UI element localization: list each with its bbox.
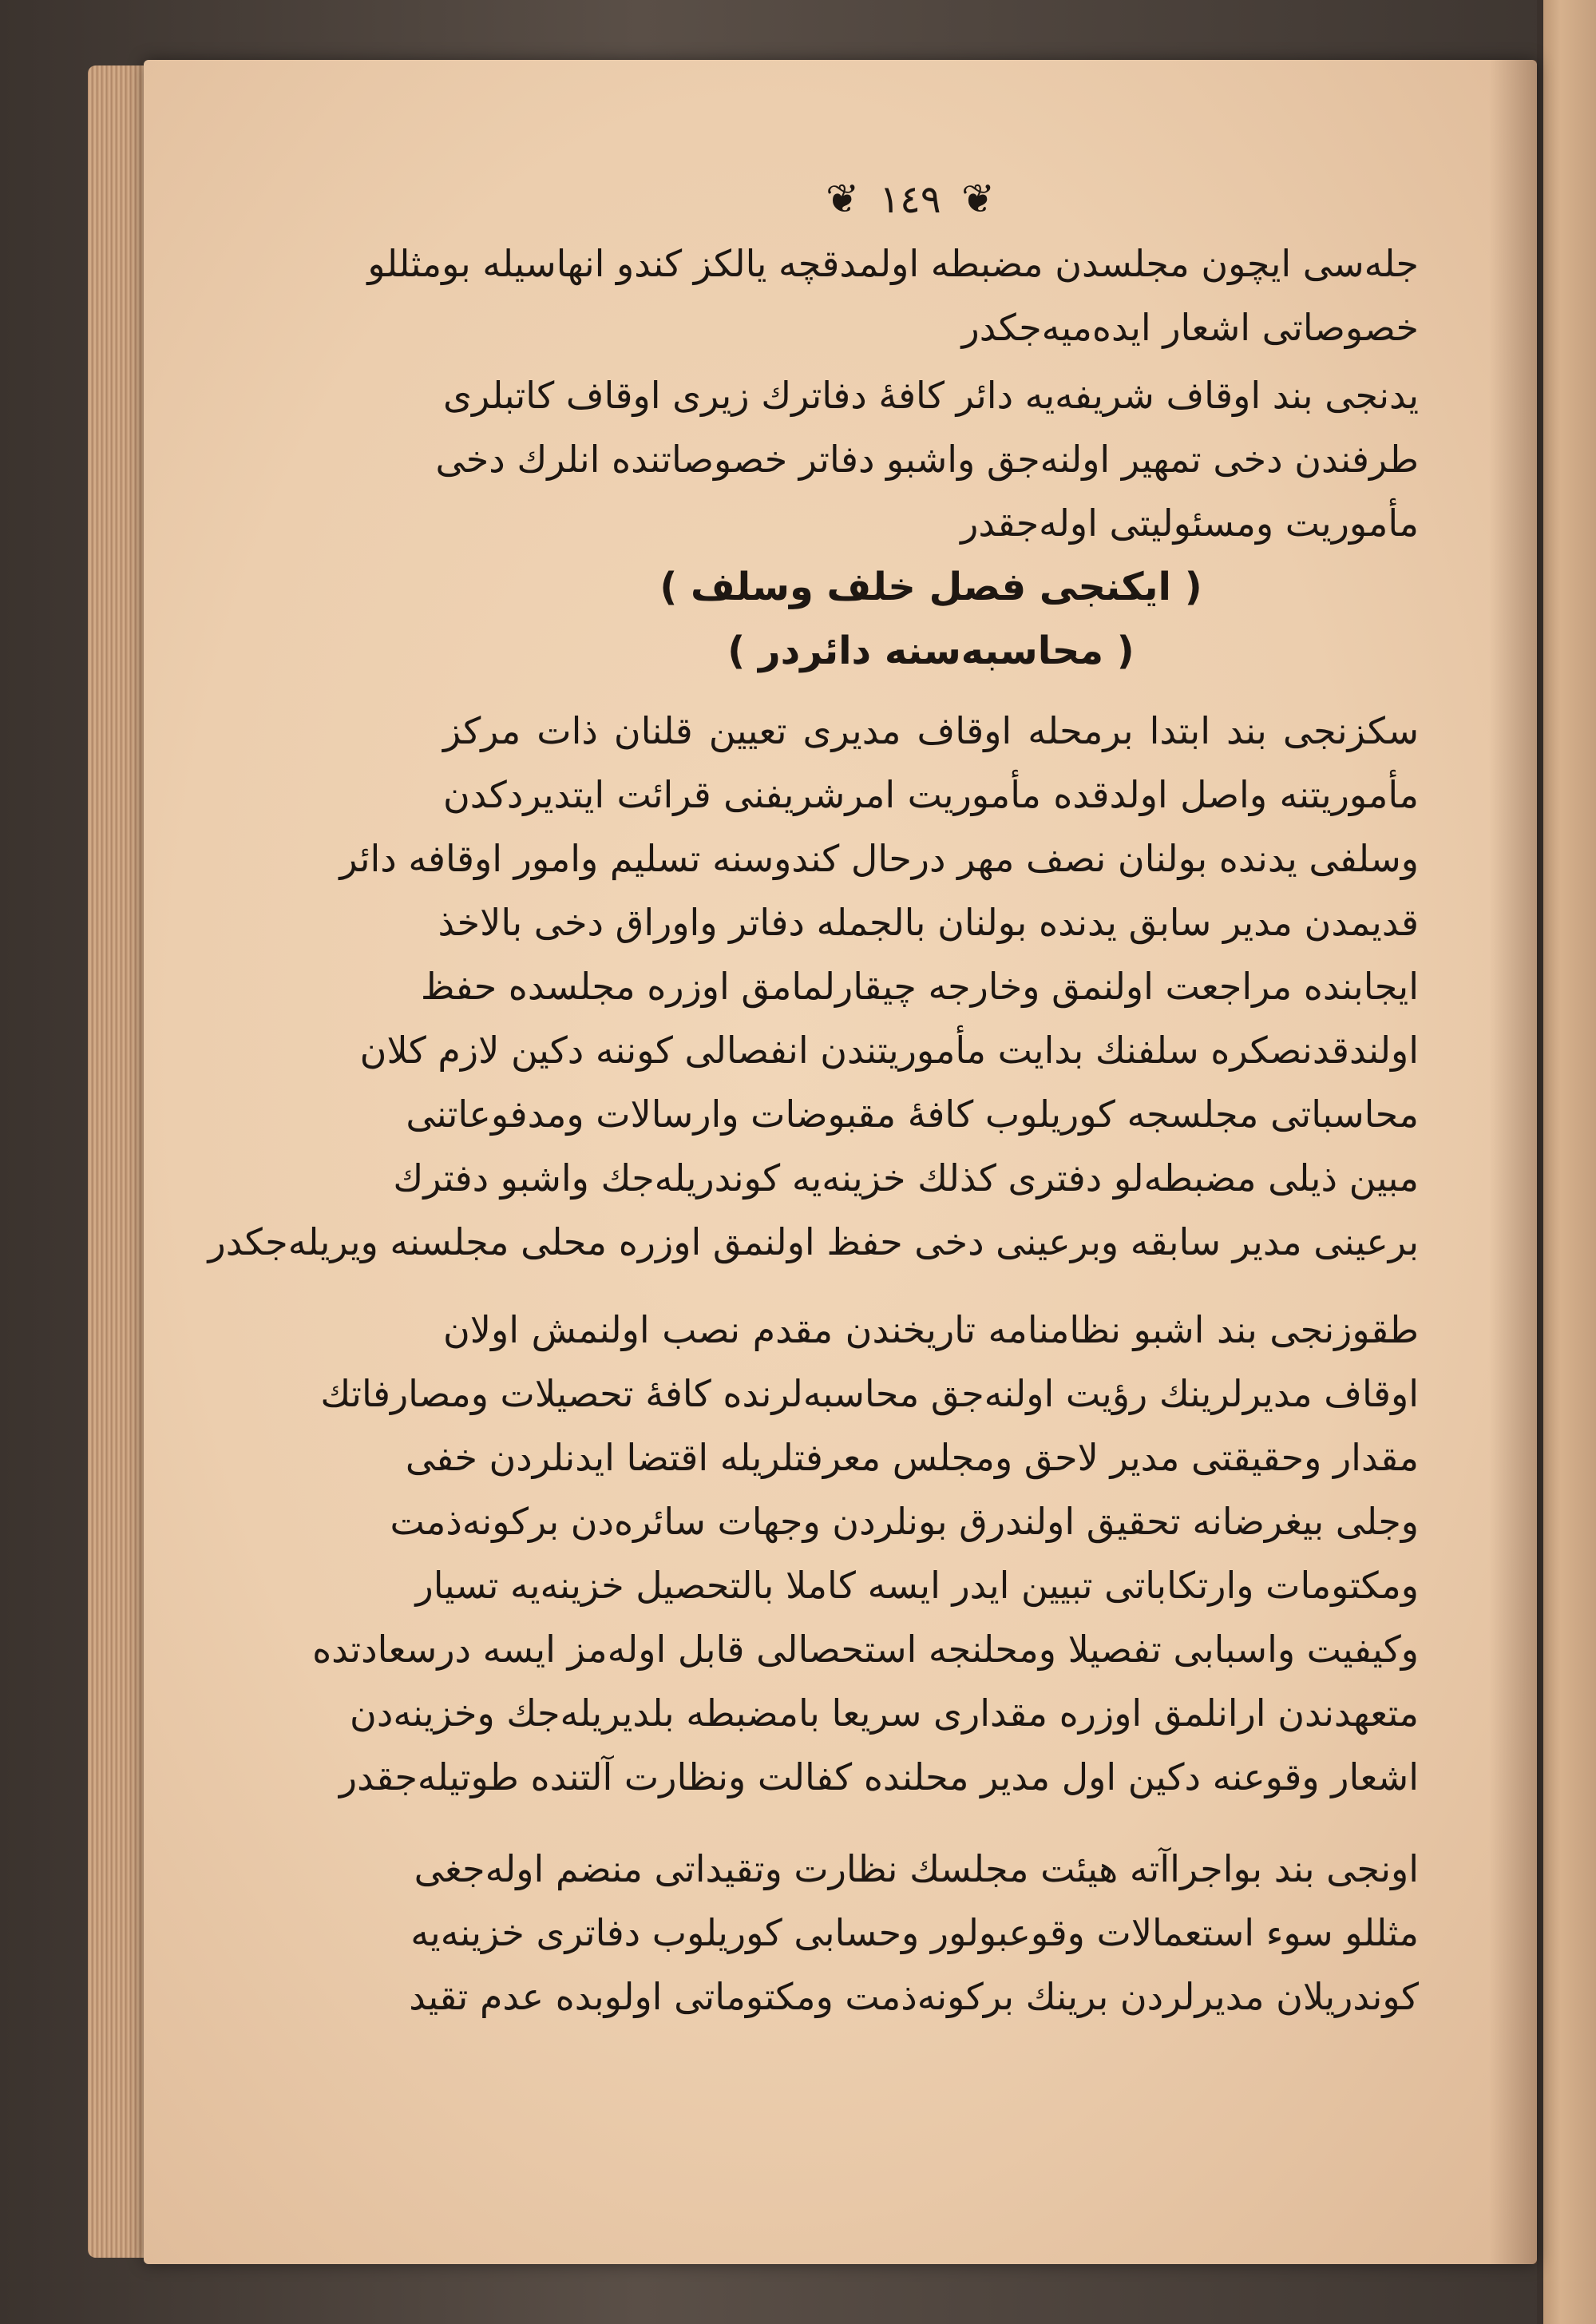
- text-line: برعینی مدیر سابقە وبرعینی دخی حفظ اولنمق اوزرە محلی مجلسنە ویریلەجکدر: [208, 1220, 1419, 1263]
- text-line: قدیمدن مدیر سابق یدندە بولنان بالجملە دفاتر واوراق دخی بالاخذ: [438, 901, 1419, 944]
- page-number: ١٤٩: [879, 177, 941, 222]
- text-line: جلەسی ایچون مجلسدن مضبطە اولمدقچە یالکز کندو انهاسیلە بومثللو: [367, 242, 1419, 285]
- text-line: اشعار وقوعنە دکین اول مدیر محلندە کفالت ونظارت آلتندە طوتیلەجقدر: [339, 1755, 1419, 1799]
- text-line: خصوصاتی اشعار ایدەمیەجکدر: [961, 306, 1419, 349]
- text-line: مثللو سوء استعمالات وقوعبولور وحسابی کوریلوب دفاتری خزینەیە: [410, 1911, 1419, 1954]
- ornament-right-icon: ❦: [826, 176, 860, 222]
- page-number-header: [798, 176, 1022, 232]
- text-line: طرفندن دخی تمهیر اولنەجق واشبو دفاتر خصوصاتندە انلرك دخی: [435, 438, 1419, 481]
- text-line: کوندریلان مدیرلردن برینك برکونەذمت ومکتوماتی اولوبدە عدم تقید: [409, 1975, 1419, 2018]
- text-line: محاسباتی مجلسجە کوریلوب کافۀ مقبوضات وارسالات ومدفوعاتنی: [406, 1093, 1419, 1136]
- text-line: وسلفی یدندە بولنان نصف مهر درحال کندوسنە تسلیم وامور اوقافە دائر: [339, 837, 1419, 880]
- page-stack-edge: [88, 65, 152, 2258]
- text-line: اولندقدنصکرە سلفنك بدایت مأموریتندن انفصالی کوننە دکین لازم کلان: [359, 1029, 1419, 1072]
- binding-shadow: [1537, 0, 1543, 2324]
- text-line: مأموریت ومسئولیتی اولەجقدر: [960, 502, 1419, 545]
- facing-page-edge: [1537, 0, 1596, 2324]
- text-line: اونجی بند بواجراآتە هیئت مجلسك نظارت وتقیداتی منضم اولەجغی: [414, 1847, 1419, 1890]
- text-line: مقدار وحقیقتی مدیر لاحق ومجلس معرفتلریلە اقتضا ایدنلردن خفی: [405, 1436, 1419, 1479]
- text-line: ایجابندە مراجعت اولنمق وخارجە چیقارلمامق اوزرە مجلسدە حفظ: [420, 965, 1419, 1008]
- text-line: یدنجی بند اوقاف شریفەیە دائر کافۀ دفاترك زیری اوقاف کاتبلری: [443, 374, 1419, 417]
- text-line: وجلی بیغرضانە تحقیق اولندرق بونلردن وجهات سائرەدن برکونەذمت: [390, 1500, 1419, 1543]
- text-line: اوقاف مدیرلرینك رؤیت اولنەجق محاسبەلرندە کافۀ تحصیلات ومصارفاتك: [320, 1372, 1419, 1415]
- text-line: طقوزنجی بند اشبو نظامنامە تاریخندن مقدم نصب اولنمش اولان: [443, 1308, 1419, 1351]
- text-line: مأموریتنە واصل اولدقدە مأموریت امرشریفنی قرائت ایتدیردکدن: [443, 773, 1419, 816]
- page-gutter-shadow: [1489, 60, 1537, 2264]
- section-heading: ( محاسبەسنە دائردر ): [727, 629, 1135, 673]
- ornament-left-icon: ❦: [960, 176, 995, 222]
- text-line: ومکتومات وارتکاباتی تبیین ایدر ایسە کاملا بالتحصیل خزینەیە تسیار: [415, 1564, 1419, 1607]
- text-line: مبین ذیلی مضبطەلو دفتری کذلك خزینەیە کوندریلەجك واشبو دفترك: [393, 1156, 1419, 1200]
- text-line: متعهدندن ارانلمق اوزرە مقداری سریعا بامضبطە بلدیریلەجك وخزینەدن: [350, 1691, 1419, 1735]
- text-line: سکزنجی بند ابتدا برمحلە اوقاف مدیری تعیین قلنان ذات مرکز: [443, 709, 1419, 752]
- section-heading: ( ایکنجی فصل خلف وسلف ): [659, 565, 1202, 609]
- text-line: وکیفیت واسبابی تفصیلا ومحلنجە استحصالی قابل اولەمز ایسە درسعادتدە: [312, 1628, 1419, 1671]
